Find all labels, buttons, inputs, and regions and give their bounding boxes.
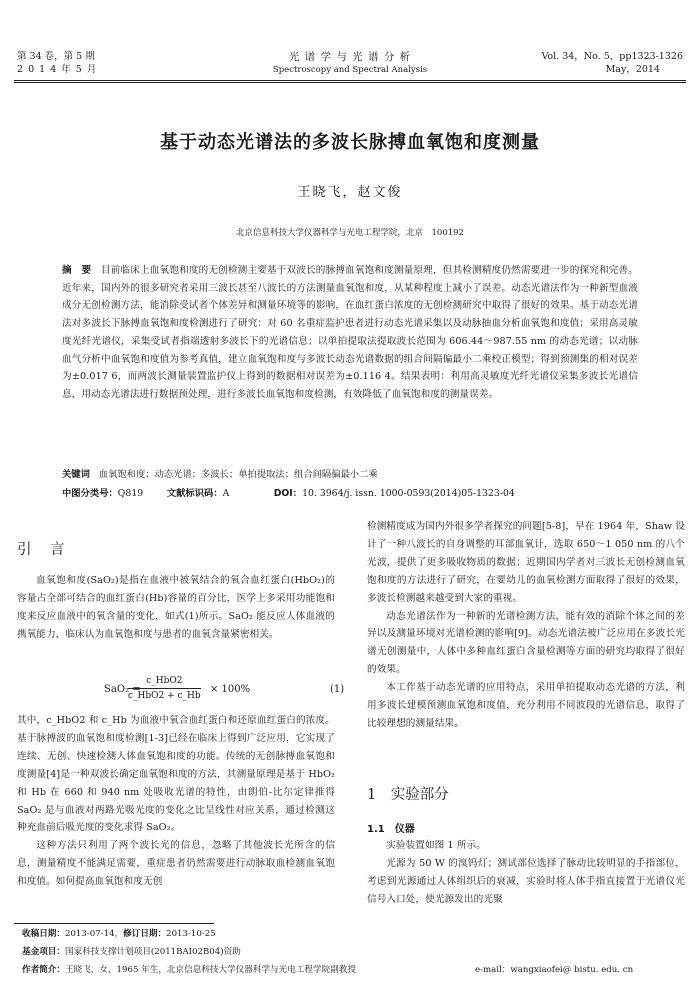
abstract-text: 目前临床上血氧饱和度的无创检测主要基于双波长的脉搏血氧饱和度测量原理，但其检测精度仍然需要进一步的探究和完善。近年来，国内外的很多研究者采用三波长甚至八波长的方法测量血氧饱和度，从某种程度上减小了误差。动态光谱法作为一种新型血液成分无创检测方法，能消除受试者个体差异和测量环境等的影响，在血红蛋白浓度的无创检测研究中取得了很好的效果。基于动态光谱法对多波长下脉搏血氧饱和度检测进行了研究：对 60 名重症监护患者进行动态光谱采集以及动脉抽血分析血氧饱和度值；采用高灵敏度光纤光谱仪，采集受试者指端透射多波长下的光谱信息；以单拍提取法提取波长范围为 606.44～987.55 nm 的动态光谱；以动脉血气分析中血氧饱和度值为参考真值，建立血氧饱和度与多波长动态光谱数据的组合间隔偏最小二乘校正模型；得到预测集的相对误差为±0.017 6，而两波长测量装置监护仪上得到的数据相对误差为±0.116 4。结果表明：利用高灵敏度光纤光谱仪采集多波长光谱信息，用动态光谱法进行数据预处理，进行多波长血氧饱和度检测，有效降低了血氧饱和度的测量误差。 — [62, 265, 638, 400]
journal-name-en: Spectroscopy and Spectral Analysis — [272, 65, 428, 75]
journal-volume-cn: 第 34 卷，第 5 期 — [17, 51, 95, 62]
left-column-para-2 — [17, 712, 335, 891]
author-email: e-mail：wangxiaofei@ bistu. edu. cn — [475, 965, 634, 975]
article-title: 基于动态光谱法的多波长脉搏血氧饱和度测量 — [160, 132, 540, 153]
abstract-label: 摘 要 — [62, 265, 92, 276]
section-heading-experiment: 1 实验部分 — [367, 787, 449, 803]
footnote-bio — [22, 964, 356, 977]
right-column-experiment — [367, 837, 685, 909]
bio-text: 王晓飞，女，1965 年生，北京信息科技大学仪器科学与光电工程学院副教授 — [64, 965, 356, 975]
doi-label: DOI： — [273, 488, 303, 499]
bio-label: 作者简介： — [22, 965, 65, 975]
equation-numerator: c_HbO2 — [128, 676, 201, 689]
clc-code: Q819 — [117, 488, 144, 499]
article-affiliation: 北京信息科技大学仪器科学与光电工程学院，北京 100192 — [236, 228, 464, 238]
intro-paragraph-1: 血氧饱和度(SaO₂)是指在血液中被氧结合的氧合血红蛋白(HbO₂)的容量占全部可结合的血红蛋白(Hb)容量的百分比，医学上多采用功能饱和度来反应血液中的氧含量的变化，如式(1)所示。SaO₂ 能反应人体血液的携氧能力，临床认为血氧饱和度与患者的血氧含量紧密相关。 — [17, 575, 335, 640]
classification-line — [62, 485, 515, 499]
intro-paragraph-2: 其中，c_HbO2 和 c_Hb 为血液中氧合血红蛋白和还原血红蛋白的浓度。基于脉搏波的血氧饱和度检测[1-3]已经在临床上得到广泛应用，它实现了连续、无创、快速检测人体血氧饱和度的功能。传统的无创脉搏血氧饱和度测量[4]是一种双波长确定血氧饱和度的方法，其测量原理是基于 HbO₂ 和 Hb 在 660 和 940 nm 处吸收光谱的特性，由朗伯-比尔定律推得 SaO₂ 是与血液对两路光吸光度的变化之比呈线性对应关系，通过检测这种充血前后吸光度的变化求得 SaO₂。 — [17, 715, 335, 834]
equation-times: × 100% — [210, 684, 251, 695]
right-paragraph-1: 检测精度成为国内外很多学者探究的问题[5-8]，早在 1964 年，Shaw 设计了一种八波长的自身调整的耳部血氧计，选取 650～1 050 nm 的八个光波，提供了更多吸收物质的数据；近期国内学者对三波长无创检测血氧饱和度的方法进行了研究，在要幼儿的血氧检测方面取得了很好的效果，多波长检测越来越受到大家的重视。 — [367, 521, 685, 604]
revised-date: 2013-10-25 — [166, 929, 216, 939]
volume-pages-en: Vol. 34，No. 5，pp1323-1326 — [541, 51, 683, 62]
equation-number: (1) — [330, 684, 345, 695]
doi: 10. 3964/j. issn. 1000-0593(2014)05-1323-04 — [302, 488, 515, 499]
doc-code: A — [222, 488, 230, 499]
equation-fraction — [128, 676, 201, 701]
equation-lhs: SaO₂ = — [104, 684, 141, 695]
right-paragraph-5: 光源为 50 W 的溴钨灯；测试部位选择了脉动比较明显的手指部位，考虑到光源通过人体组织后的衰减，实验时将人体手指直接置于光谱仪光信号入口处，使光源发出的光聚 — [367, 857, 685, 905]
footnote-fund — [22, 946, 241, 959]
right-paragraph-2: 动态光谱法作为一种新的光谱检测方法，能有效的消除个体之间的差异以及测量环境对光谱检测的影响[9]。动态光谱法被广泛应用在多波长光谱无创测量中，人体中多种血红蛋白含量检测等方面的研究均取得了很好的效果。 — [367, 610, 685, 676]
clc-label: 中图分类号： — [62, 488, 118, 499]
subsection-heading-instrument: 1.1 仪器 — [367, 824, 415, 835]
keywords: 血氧饱和度；动态光谱；多波长；单拍提取法；组合间隔偏最小二乘 — [98, 469, 378, 480]
left-column-para-1 — [17, 572, 335, 644]
header-rule-2 — [14, 82, 686, 83]
equation-1 — [30, 676, 348, 710]
received-label: 收稿日期： — [22, 929, 65, 939]
keywords-label: 关键词 — [62, 469, 90, 480]
doc-code-label: 文献标识码： — [166, 488, 223, 499]
right-paragraph-4: 实验装置如图 1 所示。 — [386, 840, 486, 851]
footnote-rule — [14, 923, 214, 924]
revised-label: 修订日期： — [123, 929, 167, 939]
journal-date-cn: 2 0 1 4 年 5 月 — [17, 64, 98, 75]
equation-denominator: c_HbO2 + c_Hb — [128, 691, 201, 701]
article-authors: 王晓飞，赵文俊 — [297, 185, 403, 200]
date-en: May，2014 — [605, 64, 660, 75]
fund-text: 国家科技支撑计划项目(2011BAI02B04)资助 — [64, 947, 241, 957]
right-column — [367, 518, 685, 733]
intro-paragraph-3: 这种方法只利用了两个波长光的信息，忽略了其他波长光所含的信息，测量精度不能满足需要，重症患者仍然需要进行动脉取血检测血氧饱和度值。如何提高血氧饱和度无创 — [17, 840, 335, 888]
right-paragraph-3: 本工作基于动态光谱的应用特点，采用单拍提取动态光谱的方法，利用多波长建模预测血氧饱和度值，充分利用不同波段的光谱信息，取得了比较理想的测量结果。 — [367, 682, 685, 729]
footnote-dates — [22, 928, 216, 941]
received-date: 2013-07-14， — [64, 929, 124, 939]
section-heading-intro: 引 言 — [17, 542, 67, 558]
keywords-line — [62, 466, 378, 480]
fund-label: 基金项目： — [22, 947, 65, 957]
abstract — [62, 262, 638, 404]
journal-name-cn: 光 谱 学 与 光 谱 分 析 — [288, 51, 412, 63]
header-rule — [14, 80, 686, 81]
